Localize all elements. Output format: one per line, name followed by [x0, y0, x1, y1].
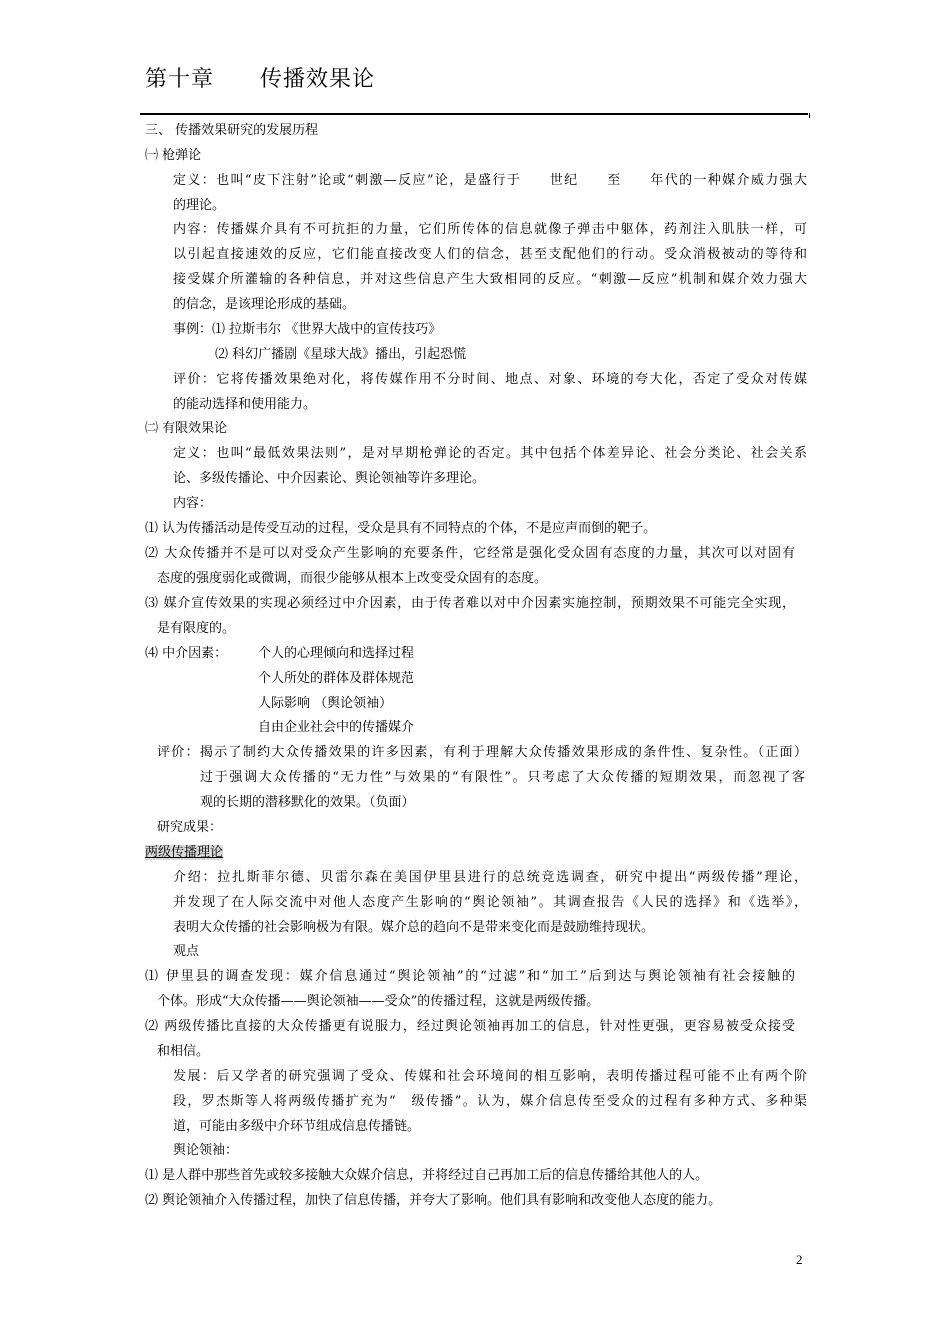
list-item: ⑶ 媒介宣传效果的实现必须经过中介因素，由于传者难以对中介因素实施控制，预期效果不可能完全实现，	[145, 596, 795, 611]
paragraph-line: 以引起直接速效的反应，它们能直接改变人们的信念，甚至支配他们的行动。受众消极被动的等待和	[173, 247, 807, 262]
highlighted-heading	[145, 845, 223, 861]
factor-item: 人际影响 （舆论领袖）	[258, 696, 393, 711]
page-number: 2	[796, 1252, 803, 1267]
paragraph-line: 定义：也叫“最低效果法则”，是对早期枪弹论的否定。其中包括个体差异论、社会分类论、社会关系	[173, 446, 807, 461]
subsection-heading: ㈡ 有限效果论	[145, 421, 228, 436]
paragraph-line: 段，罗杰斯等人将两级传播扩充为“ 级传播”。认为，媒介信息传至受众的过程有多种方式、多种渠	[173, 1094, 807, 1109]
section-heading: 三、 传播效果研究的发展历程	[145, 123, 319, 138]
list-item: ⑴ 伊里县的调查发现：媒介信息通过“舆论领袖”的“过滤”和“加工”后到达与舆论领袖有社会接触的	[145, 969, 795, 984]
paragraph-line: 发展：后又学者的研究强调了受众、传媒和社会环境间的相互影响，表明传播过程可能不止有两个阶	[173, 1069, 807, 1084]
subsection-heading: ㈠ 枪弹论	[145, 148, 202, 163]
factor-item: 个人的心理倾向和选择过程	[258, 646, 415, 661]
example-line: ⑵ 科幻广播剧《星球大战》播出，引起恐慌	[215, 347, 467, 362]
list-item: ⑷ 中介因素：	[145, 646, 228, 661]
list-item: 态度的强度弱化或微调，而很少能够从根本上改变受众固有的态度。	[157, 571, 548, 586]
paragraph-line: 的信念，是该理论形成的基础。	[173, 297, 356, 312]
example-line: 事例：⑴ 拉斯韦尔 《世界大战中的宣传技巧》	[173, 322, 442, 337]
paragraph-line: 论、多级传播论、中介因素论、舆论领袖等许多理论。	[173, 471, 486, 486]
list-item: ⑴ 认为传播活动是传受互动的过程，受众是具有不同特点的个体，不是应声而倒的靶子。	[145, 521, 657, 536]
list-item: 个体。形成“大众传播——舆论领袖——受众”的传播过程，这就是两级传播。	[157, 994, 600, 1009]
paragraph-line: 内容：传播媒介具有不可抗拒的力量，它们所传体的信息就像子弹击中躯体，药剂注入肌肤一样，可	[173, 222, 807, 237]
header-rule	[140, 113, 808, 115]
paragraph-line: 评价：揭示了制约大众传播效果的许多因素，有利于理解大众传播效果形成的条件性、复杂性。（正面）	[157, 745, 807, 760]
paragraph-line: 定义：也叫“皮下注射”论或“刺激—反应”论，是盛行于 世纪 至 年代的一种媒介威力强大	[173, 173, 807, 188]
paragraph-line: 道，可能由多级中介环节组成信息传播链。	[173, 1119, 421, 1134]
paragraph-line: 观点	[173, 944, 200, 959]
paragraph-line: 并发现了在人际交流中对他人态度产生影响的“舆论领袖”。其调查报告《人民的选择》和《选举》，	[173, 895, 807, 910]
list-item: 和相信。	[157, 1044, 210, 1059]
paragraph-line: 内容：	[173, 496, 213, 511]
list-item: ⑵ 大众传播并不是可以对受众产生影响的充要条件，它经常是强化受众固有态度的力量，其次可以对固有	[145, 546, 795, 561]
paragraph-line: 观的长期的潜移默化的效果。（负面）	[200, 795, 415, 810]
chapter-title: 第十章 传播效果论	[145, 67, 376, 92]
paragraph-line: 表明大众传播的社会影响极为有限。媒介总的趋向不是带来变化而是鼓励维持现状。	[173, 920, 655, 935]
paragraph-line: 接受媒介所灌输的各种信息，并对这些信息产生大致相同的反应。“刺激—反应”机制和媒介效力强大	[173, 272, 807, 287]
factor-item: 自由企业社会中的传播媒介	[258, 720, 415, 735]
paragraph-line: 评价：它将传播效果绝对化，将传媒作用不分时间、地点、对象、环境的夸大化，否定了受众对传媒	[173, 372, 807, 387]
paragraph-line: 的能动选择和使用能力。	[173, 397, 317, 412]
highlighted-heading-text: 两级传播理论	[145, 845, 224, 860]
paragraph-line: 过于强调大众传播的“无力性”与效果的“有限性”。只考虑了大众传播的短期效果，而忽视了客	[200, 770, 805, 785]
paragraph-line: 的理论。	[173, 198, 226, 213]
paragraph-line: 介绍：拉扎斯菲尔德、贝雷尔森在美国伊里县进行的总统竞选调查，研究中提出“两级传播”理论，	[173, 870, 807, 885]
list-item: 是有限度的。	[157, 621, 236, 636]
factor-item: 个人所处的群体及群体规范	[258, 671, 415, 686]
paragraph-line: 研究成果：	[157, 820, 223, 835]
list-item: ⑵ 舆论领袖介入传播过程，加快了信息传播，并夸大了影响。他们具有影响和改变他人态度的能力。	[145, 1193, 722, 1208]
paragraph-line: 舆论领袖：	[173, 1143, 239, 1158]
list-item: ⑵ 两级传播比直接的大众传播更有说服力，经过舆论领袖再加工的信息，针对性更强，更容易被受众接受	[145, 1019, 795, 1034]
list-item: ⑴ 是人群中那些首先或较多接触大众媒介信息，并将经过自己再加工后的信息传播给其他人的人。	[145, 1168, 709, 1183]
